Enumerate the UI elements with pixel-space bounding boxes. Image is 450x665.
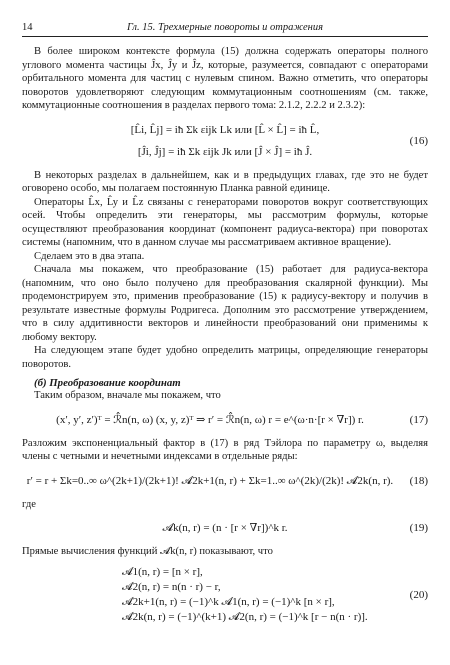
equation-16-line-2: [Ĵi, Ĵj] = iħ Σk εijk Jk или [Ĵ × Ĵ] = iħ Ĵ. xyxy=(137,145,313,158)
paragraph: где xyxy=(22,498,36,510)
equation-number: (17) xyxy=(409,413,428,426)
equation-number: (18) xyxy=(409,474,428,487)
equation-20-line-4: 𝓐2k(n, r) = (−1)^(k+1) 𝓐2(n, r) = (−1)^k [r − n(n · r)]. xyxy=(122,610,368,623)
paragraph: Таким образом, вначале мы покажем, что xyxy=(34,390,221,401)
equation-number: (20) xyxy=(409,588,428,601)
equation-17 xyxy=(22,409,428,431)
equation-number: (16) xyxy=(409,134,428,147)
equation-18 xyxy=(22,470,428,492)
equation-16 xyxy=(22,119,428,163)
equation-20-line-1: 𝓐1(n, r) = [n × r], xyxy=(122,565,203,578)
equation-18-body: r′ = r + Σk=0..∞ ω^(2k+1)/(2k+1)! 𝓐2k+1(n, r) + Σk=1..∞ ω^(2k)/(2k)! 𝓐2k(n, r). xyxy=(26,474,394,487)
paragraph: На следующем этапе будет удобно определить матрицы, определяющие генераторы поворотов. xyxy=(22,345,428,370)
running-title: Гл. 15. Трехмерные повороты и отражения xyxy=(126,22,324,33)
paragraph: В некоторых разделах в дальнейшем, как и в предыдущих главах, где это не будет оговорено особо, мы полагаем постоянную Планка равной единице. xyxy=(22,169,428,194)
paragraph: Прямые вычисления функций 𝓐k(n, r) показывают, что xyxy=(22,546,273,557)
equation-number: (19) xyxy=(409,522,428,534)
page-number: 14 xyxy=(22,22,33,33)
paragraph: Сделаем это в два этапа. xyxy=(34,250,145,262)
paragraph: Операторы L̂x, L̂y и L̂z связаны с генераторами поворотов вокруг соответствующих осей. Чтобы определить эти генераторы, мы рассмотрим формулы, которые осуществляют преобразования координат (компонент радиуса-вектора) при поворотах системы (напомним, что в данном случае мы рассматриваем активное вращение). xyxy=(22,196,428,248)
section-subheading: (б) Преобразование координат xyxy=(34,377,181,389)
equation-19-body: 𝓐k(n, r) = (n · [r × ∇r])^k r. xyxy=(162,522,288,534)
equation-19 xyxy=(22,517,428,539)
equation-16-line-1: [L̂i, L̂j] = iħ Σk εijk Lk или [L̂ × L̂] = iħ L̂, xyxy=(130,123,320,136)
equation-20 xyxy=(22,565,428,625)
running-header xyxy=(22,22,428,37)
paragraph: Разложим экспоненциальный фактор в (17) в ряд Тэйлора по параметру ω, выделяя члены с четными и нечетными индексами в отдельные ряды: xyxy=(22,437,428,462)
equation-20-line-2: 𝓐2(n, r) = n(n · r) − r, xyxy=(122,580,221,593)
paragraph: В более широком контексте формула (15) должна содержать операторы полного углового момента частицы Ĵx, Ĵy и Ĵz, которые, разумеется, совпадают с операторами орбитального момента для частиц с нулевым спином. Важно отметить, что операторы поворотов удовлетворяют следующим коммутационным соотношениям (см. также, коммутационные соотношения в разделах первого тома: 2.1.2, 2.2.2 и 2.3.2): xyxy=(22,46,428,111)
equation-20-line-3: 𝓐2k+1(n, r) = (−1)^k 𝓐1(n, r) = (−1)^k [n × r], xyxy=(122,595,335,608)
equation-17-body: (x′, y′, z′)ᵀ = ℛ̂n(n, ω) (x, y, z)ᵀ ⇒ r′ = ℛ̂n(n, ω) r = e^(ω·n·[r × ∇r]) r. xyxy=(56,413,364,426)
paragraph: Сначала мы покажем, что преобразование (15) работает для радиуса-вектора (напомним, что оно было получено для преобразования скалярной функции). Мы продемонстрируем это, применив преобразование (15) к радиусу-вектору и получив в результате известные формулы Родригеса. Дополним это рассмотрение утверждением, что в силу аддитивности векторов и линейности преобразований они применимы к любому вектору. xyxy=(22,264,428,343)
